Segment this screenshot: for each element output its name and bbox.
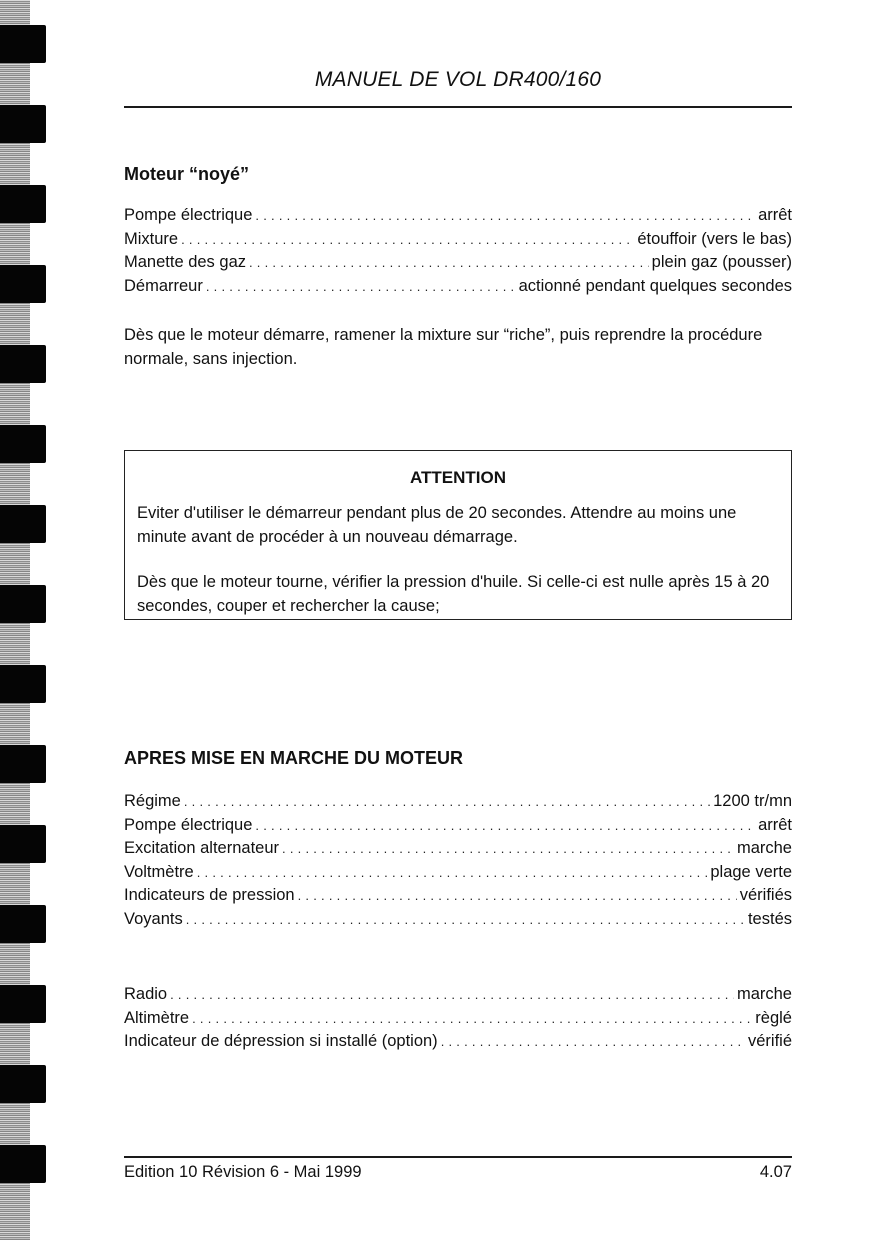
leader-dots [170,983,734,1007]
leader-dots [282,837,734,861]
checklist-after-start [124,790,792,931]
footer-rule [124,1156,792,1158]
item-label: Manette des gaz [124,253,246,271]
item-value: testés [747,909,792,928]
warning-title: ATTENTION [409,468,506,487]
item-value: marche [736,839,792,857]
checklist-row [124,204,792,228]
item-value: marche [736,985,792,1003]
checklist-row [124,861,792,885]
item-value: vérifiés [739,886,792,904]
checklist-row [124,837,792,861]
item-label: Pompe électrique [124,206,253,224]
leader-dots [441,1030,745,1054]
checklist-row [124,251,792,275]
item-label: Indicateurs de pression [124,886,295,904]
checklist-row [124,884,792,908]
binding-hole [0,265,46,303]
item-value: arrêt [758,206,792,224]
binding-hole [0,665,46,703]
item-label: Mixture [124,229,179,248]
flooded-engine-note: Dès que le moteur démarre, ramener la mixture sur “riche”, puis reprendre la procédure normale, sans injection. [124,326,763,368]
item-label: Pompe électrique [124,815,253,834]
leader-dots [184,790,710,814]
binding-hole [0,585,46,623]
warning-box [124,450,792,620]
leader-dots [181,228,634,252]
binding-hole [0,1065,46,1103]
page-number: 4.07 [759,1163,792,1181]
leader-dots [192,1007,752,1031]
leader-dots [186,908,745,932]
item-label: Voyants [124,909,183,928]
item-value: 1200 tr/mn [713,792,792,810]
section-heading-after-start: APRES MISE EN MARCHE DU MOTEUR [124,748,464,768]
item-value: plein gaz (pousser) [651,253,792,271]
checklist-row [124,790,792,814]
binding-hole [0,425,46,463]
item-label: Voltmètre [124,862,194,881]
leader-dots [255,204,755,228]
binding-hole [0,185,46,223]
item-value: arrêt [758,815,792,834]
checklist-row [124,983,792,1007]
section-heading-flooded-engine: Moteur “noyé” [124,164,250,184]
item-value: vérifié [747,1032,792,1050]
checklist-flooded-engine [124,204,792,298]
checklist-after-start-2 [124,983,792,1054]
binding-hole [0,745,46,783]
header-rule [124,106,792,108]
binding-hole [0,1145,46,1183]
footer-edition: Edition 10 Révision 6 - Mai 1999 [124,1163,362,1181]
item-label: Altimètre [124,1008,190,1027]
page-header-title: MANUEL DE VOL DR400/160 [314,68,602,91]
checklist-row [124,275,792,299]
leader-dots [255,814,755,838]
binding-hole [0,345,46,383]
item-value: étouffoir (vers le bas) [637,229,792,248]
binding-edge [0,0,56,1240]
binding-hole [0,905,46,943]
item-label: Radio [124,985,168,1003]
item-label: Indicateur de dépression si installé (option) [124,1032,438,1050]
leader-dots [197,861,708,885]
warning-paragraph: Eviter d'utiliser le démarreur pendant plus de 20 secondes. Attendre au moins une minute avant de procéder à un nouveau démarrage. [137,504,737,546]
warning-paragraph: Dès que le moteur tourne, vérifier la pression d'huile. Si celle-ci est nulle après 15 à 20 secondes, couper et rechercher la cause; [137,573,770,615]
leader-dots [249,251,649,275]
leader-dots [206,275,516,299]
item-value: règlé [755,1008,792,1027]
checklist-row [124,228,792,252]
checklist-row [124,814,792,838]
checklist-row [124,1030,792,1054]
binding-hole [0,825,46,863]
checklist-row [124,908,792,932]
binding-hole [0,25,46,63]
item-value: plage verte [710,862,792,881]
binding-hole [0,505,46,543]
binding-hole [0,105,46,143]
item-label: Régime [124,792,181,810]
checklist-row [124,1007,792,1031]
binding-hole [0,985,46,1023]
item-label: Démarreur [124,276,203,295]
item-label: Excitation alternateur [124,839,280,857]
item-value: actionné pendant quelques secondes [518,276,792,295]
leader-dots [298,884,737,908]
